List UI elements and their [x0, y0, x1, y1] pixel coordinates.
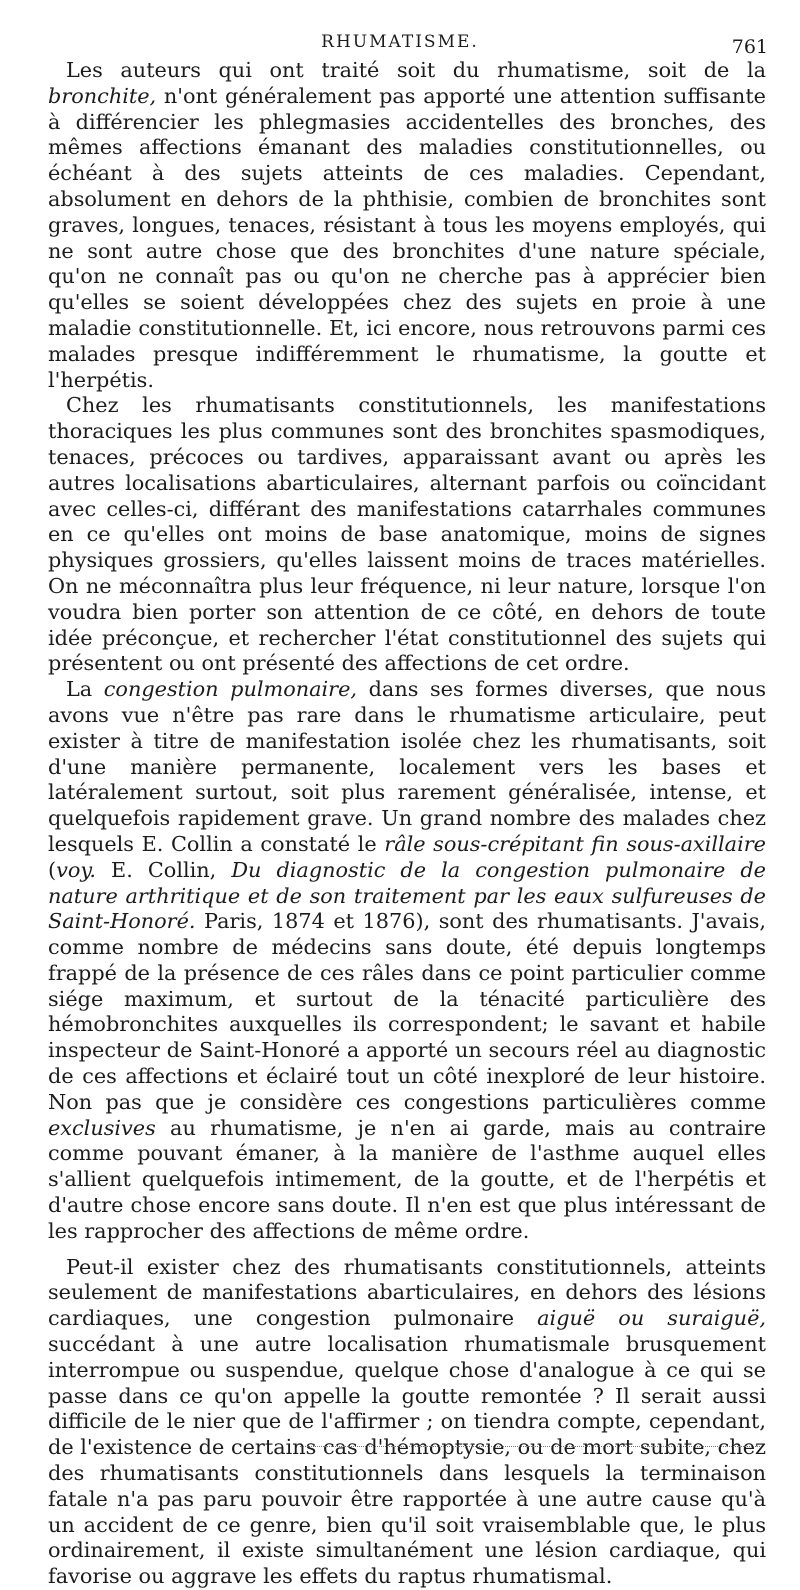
footer-rule: [300, 1446, 760, 1447]
italic-text: voy.: [56, 857, 96, 882]
paragraph: [48, 1255, 766, 1590]
body-text: [48, 58, 766, 1590]
italic-text: congestion pulmonaire,: [103, 677, 358, 702]
text-segment: Paris, 1874 et 1876), sont des rhumatisants. J'avais, comme nombre de médecins sans doute, été depuis longtemps frappé de la présence de ces râles dans ce point particulier comme siége maximum, et surtout de la ténacité particulière des hémobronchites auxquelles ils correspondent; le savant et habile inspecteur de Saint-Honoré a apporté un secours réel au diagnostic de ces affections et éclairé tout un côté inexploré de leur histoire. Non pas que je considère ces congestions particulières comme: [48, 909, 766, 1114]
paragraph: [48, 677, 766, 1245]
text-segment: succédant à une autre localisation rhumatismale brusquement interrompue ou suspendue, quelque chose d'analogue à ce qui se passe dans ce qu'on appelle la goutte remontée ? Il serait aussi difficile de le nier que de l'affirmer ; on tiendra compte, cependant, de l'existence de certains cas d'hémoptysie, ou de mort subite, chez des rhumatisants constitutionnels dans lesquels la terminaison fatale n'a pas paru pouvoir être rapportée à une autre cause qu'à un accident de ce genre, bien qu'il soit vraisemblable que, le plus ordinairement, il existe simultanément une lésion cardiaque, qui favorise ou aggrave les effets du raptus rhumatismal.: [48, 1332, 766, 1589]
text-segment: La: [66, 677, 104, 702]
paragraph: [48, 58, 766, 393]
text-segment: Chez les rhumatisants constitutionnels, les manifestations thoraciques les plus communes sont des bronchites spasmodiques, tenaces, précoces ou tardives, apparaissant avant ou après les autres localisations abarticulaires, alternant parfois ou coïncidant avec celles-ci, différant des manifestations catarrhales communes en ce qu'elles ont moins de base anatomique, moins de signes physiques grossiers, qu'elles laissent moins de traces matérielles. On ne méconnaîtra plus leur fréquence, ni leur nature, lorsque l'on voudra bien porter son attention de ce côté, en dehors de toute idée préconçue, et rechercher l'état constitutionnel des sujets qui présentent ou ont présenté des affections de cet ordre.: [48, 393, 766, 676]
text-segment: dans ses formes diverses, que nous avons vue n'être pas rare dans le rhumatisme articulaire, peut exister à titre de manifestation isolée chez les rhumatisants, soit d'une manière permanente, localement vers les bases et latéralement surtout, soit plus rarement généralisée, intense, et quelquefois rapidement grave. Un grand nombre des malades chez lesquels E. Collin a constaté le: [48, 677, 766, 856]
paragraph: [48, 393, 766, 677]
text-segment: Les auteurs qui ont traité soit du rhumatisme, soit de la: [66, 58, 766, 82]
italic-text: aiguë ou suraiguë,: [537, 1306, 766, 1331]
text-segment: (: [48, 857, 57, 882]
italic-text: bronchite,: [48, 83, 157, 108]
text-segment: n'ont généralement pas apporté une attention suffisante à différencier les phlegmasies accidentelles des bronches, des mêmes affections émanant des maladies constitutionnelles, ou échéant à des sujets atteints de ces maladies. Cependant, absolument en dehors de la phthisie, combien de bronchites sont graves, longues, tenaces, résistant à tous les moyens employés, qui ne sont autre chose que des bronchites d'une nature spéciale, qu'on ne connaît pas ou qu'on ne cherche pas à apprécier bien qu'elles se soient développées chez des sujets en proie à une maladie constitutionnelle. Et, ici encore, nous retrouvons parmi ces malades presque indifféremment le rhumatisme, la goutte et l'herpétis.: [48, 83, 766, 392]
text-segment: Peut-il exister chez des rhumatisants constitutionnels, atteints seulement de manifestations abarticulaires, en dehors des lésions cardiaques, une congestion pulmonaire: [48, 1254, 766, 1331]
running-title: RHUMATISME.: [321, 32, 479, 52]
italic-text: exclusives: [48, 1115, 156, 1140]
italic-text: Du diagnostic de la congestion pulmonaire de nature arthritique et de son traitement par les eaux sulfureuses de Saint-Honoré.: [48, 857, 766, 934]
page-number: 761: [731, 36, 768, 58]
page-header: [0, 30, 800, 60]
text-segment: E. Collin,: [96, 857, 232, 882]
italic-text: râle sous-crépitant fin sous-axillaire: [384, 831, 766, 856]
text-segment: au rhumatisme, je n'en ai garde, mais au contraire comme pouvant émaner, à la manière de l'asthme auquel elles s'allient quelquefois intimement, de la goutte, et de l'herpétis et d'autre chose encore sans doute. Il n'en est que plus intéressant de les rapprocher des affections de même ordre.: [48, 1115, 766, 1243]
